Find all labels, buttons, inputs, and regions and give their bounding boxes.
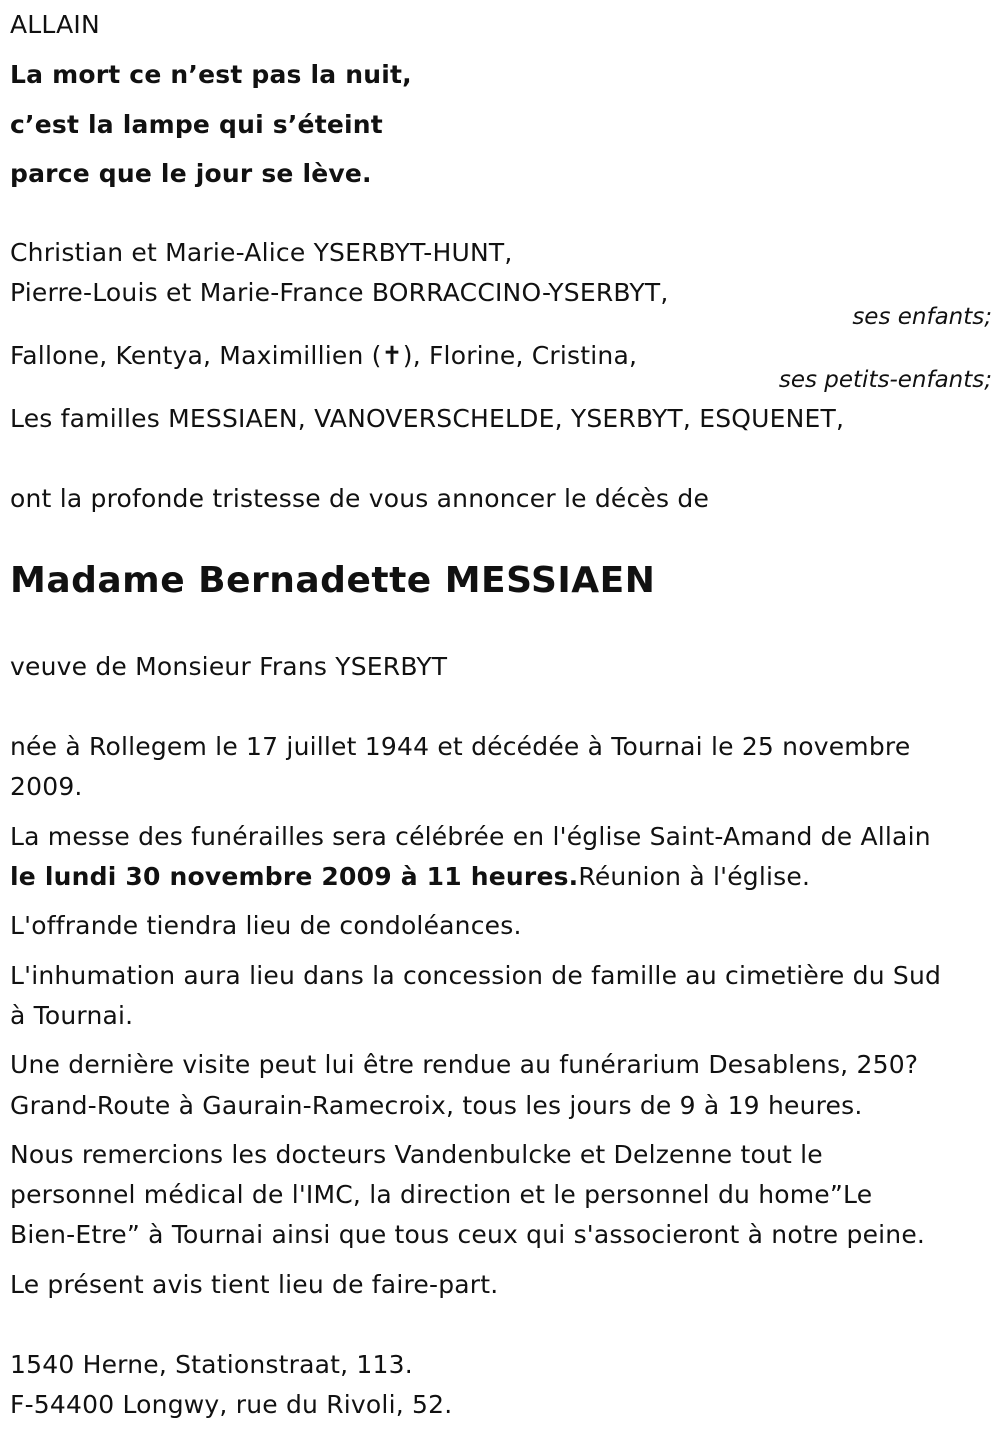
address-line: 1540 Herne, Stationstraat, 113. (10, 1350, 413, 1379)
thanks-line: Nous remercions les docteurs Vandenbulcke et Delzenne tout le (10, 1140, 823, 1169)
visit-line: Une dernière visite peut lui être rendue au funérarium Desablens, 250? (10, 1050, 919, 1079)
visit-line: Grand-Route à Gaurain-Ramecroix, tous les jours de 9 à 19 heures. (10, 1091, 863, 1120)
widow-line: veuve de Monsieur Frans YSERBYT (10, 652, 448, 681)
address-line: F-54400 Longwy, rue du Rivoli, 52. (10, 1390, 453, 1419)
mass-line: La messe des funérailles sera célébrée en l'église Saint-Amand de Allain (10, 822, 931, 851)
grandchildren-label: ses petits-enfants; (778, 367, 992, 393)
birth-death-line: née à Rollegem le 17 juillet 1944 et décédée à Tournai le 25 novembre (10, 732, 911, 761)
deceased-name: Madame Bernadette MESSIAEN (10, 560, 656, 601)
thanks-line: personnel médical de l'IMC, la direction et le personnel du home”Le (10, 1180, 873, 1209)
children-label: ses enfants; (852, 304, 992, 330)
thanks-line: Bien-Etre” à Tournai ainsi que tous ceux qui s'associeront à notre peine. (10, 1220, 926, 1249)
families-line: Les familles MESSIAEN, VANOVERSCHELDE, YSERBYT, ESQUENET, (10, 404, 845, 433)
burial-line: à Tournai. (10, 1001, 134, 1030)
offering-line: L'offrande tiendra lieu de condoléances. (10, 911, 522, 940)
notice-line: Le présent avis tient lieu de faire-part. (10, 1270, 499, 1299)
poem-line: c’est la lampe qui s’éteint (10, 110, 383, 139)
poem-line: parce que le jour se lève. (10, 159, 372, 188)
grandchildren-line: Fallone, Kentya, Maximillien (✝), Florine, Cristina, (10, 341, 638, 370)
birth-death-line: 2009. (10, 772, 83, 801)
children-line: Christian et Marie-Alice YSERBYT-HUNT, (10, 238, 513, 267)
announcement-line: ont la profonde tristesse de vous annoncer le décès de (10, 484, 710, 513)
burial-line: L'inhumation aura lieu dans la concession de famille au cimetière du Sud (10, 961, 942, 990)
mass-date: le lundi 30 novembre 2009 à 11 heures. (10, 862, 579, 891)
children-line: Pierre-Louis et Marie-France BORRACCINO-YSERBYT, (10, 278, 669, 307)
mass-meeting: Réunion à l'église. (578, 862, 811, 891)
mass-date-line (10, 862, 810, 892)
poem-line: La mort ce n’est pas la nuit, (10, 60, 412, 89)
place-name: ALLAIN (10, 10, 100, 39)
